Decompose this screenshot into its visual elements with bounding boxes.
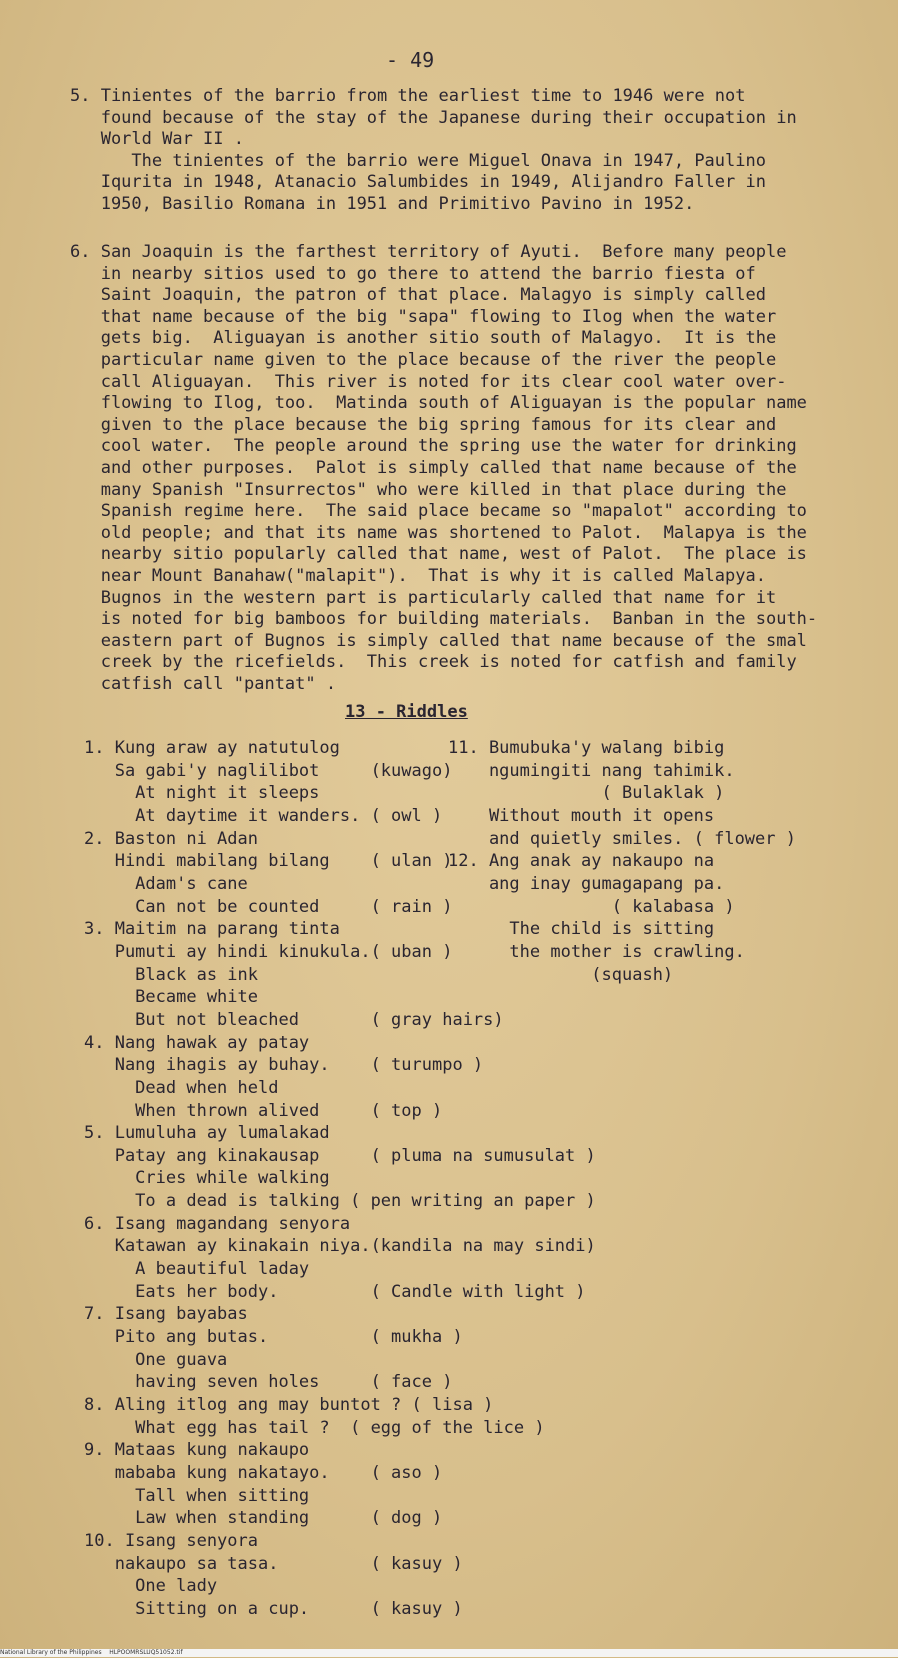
text-line: creek by the ricefields. This creek is noted for catfish and family: [70, 652, 797, 673]
riddle-line: Dead when held: [84, 1077, 279, 1098]
riddle-line: Nang ihagis ay buhay. ( turumpo ): [84, 1055, 484, 1076]
text-line: Spanish regime here. The said place became so "mapalot" according to: [70, 501, 807, 522]
text-line: flowing to Ilog, too. Matinda south of Aliguayan is the popular name: [70, 393, 807, 414]
riddle-line: 1. Kung araw ay natutulog: [84, 738, 340, 758]
riddle-line: 12. Ang anak ay nakaupo na: [448, 851, 715, 872]
riddle-line: What egg has tail ? ( egg of the lice ): [84, 1417, 545, 1438]
riddle-line: 11. Bumubuka'y walang bibig: [448, 738, 725, 758]
riddle-line: A beautiful laday: [84, 1259, 310, 1280]
riddle-line: Without mouth it opens: [448, 805, 715, 826]
riddle-line: 3. Maitim na parang tinta: [84, 919, 340, 940]
riddle-line: ang inay gumagapang pa.: [448, 873, 725, 894]
riddle-line: Eats her body. ( Candle with light ): [84, 1281, 586, 1302]
riddle-line: Law when standing ( dog ): [84, 1508, 443, 1529]
riddle-line: 10. Isang senyora: [84, 1530, 258, 1551]
text-line: old people; and that its name was shortened to Palot. Malapya is the: [70, 522, 807, 543]
riddle-line: Sa gabi'y naglilibot (kuwago): [84, 760, 453, 781]
riddle-line: Can not be counted ( rain ): [84, 896, 453, 917]
riddle-line: 4. Nang hawak ay patay: [84, 1032, 310, 1053]
text-line: many Spanish "Insurrectos" who were killed in that place during the: [70, 479, 787, 500]
riddle-line: Tall when sitting: [84, 1485, 310, 1506]
text-line: near Mount Banahaw("malapit"). That is why it is called Malapya.: [70, 565, 766, 586]
text-line: cool water. The people around the spring use the water for drinking: [70, 436, 797, 457]
riddle-line: Cries while walking: [84, 1168, 330, 1189]
riddle-line: Black as ink: [84, 964, 258, 985]
riddle-line: But not bleached ( gray hairs): [84, 1009, 504, 1030]
footer-caption: National Library of the Philippines HLPOOMRSLUQ51052.tif: [0, 1649, 898, 1657]
riddles-right-column: [448, 737, 796, 986]
riddle-line: At night it sleeps: [84, 783, 320, 804]
riddle-line: At daytime it wanders. ( owl ): [84, 805, 443, 826]
riddle-line: (squash): [448, 964, 674, 985]
riddle-line: 6. Isang magandang senyora: [84, 1213, 351, 1234]
riddle-line: Pumuti ay hindi kinukula.( uban ): [84, 941, 453, 962]
riddle-line: One guava: [84, 1349, 228, 1370]
riddle-line: Sitting on a cup. ( kasuy ): [84, 1598, 463, 1619]
text-line: World War II .: [70, 129, 244, 150]
text-line: that name because of the big "sapa" flowing to Ilog when the water: [70, 306, 777, 327]
riddle-line: and quietly smiles. ( flower ): [448, 828, 796, 849]
riddle-line: ngumingiti nang tahimik.: [448, 760, 735, 781]
paragraph-item-5: [70, 86, 797, 216]
text-line: in nearby sitios used to go there to attend the barrio fiesta of: [70, 263, 756, 284]
paragraph-item-6: [70, 242, 817, 695]
riddle-line: When thrown alived ( top ): [84, 1100, 443, 1121]
riddle-line: Hindi mabilang bilang ( ulan ): [84, 851, 453, 872]
riddle-line: 7. Isang bayabas: [84, 1304, 248, 1325]
text-line: and other purposes. Palot is simply called that name because of the: [70, 457, 797, 478]
riddle-line: ( kalabasa ): [448, 896, 735, 917]
riddle-line: Pito ang butas. ( mukha ): [84, 1327, 463, 1348]
riddle-line: Patay ang kinakausap ( pluma na sumusulat ): [84, 1145, 596, 1166]
riddle-line: ( Bulaklak ): [448, 783, 725, 804]
riddle-line: mababa kung nakatayo. ( aso ): [84, 1463, 443, 1483]
text-line: catfish call "pantat" .: [70, 673, 337, 694]
text-line: 6. San Joaquin is the farthest territory of Ayuti. Before many people: [70, 242, 787, 262]
riddle-line: 9. Mataas kung nakaupo: [84, 1440, 310, 1461]
riddle-line: To a dead is talking ( pen writing an paper ): [84, 1191, 596, 1212]
riddle-line: 5. Lumuluha ay lumalakad: [84, 1123, 330, 1144]
text-line: call Aliguayan. This river is noted for its clear cool water over-: [70, 371, 787, 392]
text-line: 1950, Basilio Romana in 1951 and Primitivo Pavino in 1952.: [70, 193, 695, 214]
text-line: The tinientes of the barrio were Miguel Onava in 1947, Paulino: [70, 150, 766, 171]
page-number: - 49: [386, 48, 435, 72]
text-line: eastern part of Bugnos is simply called that name because of the smal: [70, 630, 807, 651]
riddle-line: 8. Aling itlog ang may buntot ? ( lisa ): [84, 1395, 494, 1416]
text-line: found because of the stay of the Japanese during their occupation in: [70, 107, 797, 128]
text-line: 5. Tinientes of the barrio from the earliest time to 1946 were not: [70, 86, 746, 106]
riddle-line: the mother is crawling.: [448, 941, 745, 962]
riddle-line: Adam's cane: [84, 873, 248, 894]
text-line: Saint Joaquin, the patron of that place. Malagyo is simply called: [70, 285, 766, 306]
riddles-title: 13 - Riddles: [345, 702, 468, 722]
text-line: Bugnos in the western part is particularly called that name for it: [70, 587, 777, 608]
riddle-line: The child is sitting: [448, 919, 715, 940]
riddle-line: One lady: [84, 1576, 218, 1597]
text-line: Iqurita in 1948, Atanacio Salumbides in 1949, Alijandro Faller in: [70, 172, 766, 193]
text-line: given to the place because the big spring famous for its clear and: [70, 414, 777, 435]
riddle-line: having seven holes ( face ): [84, 1372, 453, 1393]
text-line: particular name given to the place because of the river the people: [70, 349, 777, 370]
riddle-line: Katawan ay kinakain niya.(kandila na may sindi): [84, 1236, 596, 1257]
riddle-line: 2. Baston ni Adan: [84, 828, 258, 849]
text-line: nearby sitio popularly called that name, west of Palot. The place is: [70, 544, 807, 565]
text-line: gets big. Aliguayan is another sitio south of Malagyo. It is the: [70, 328, 777, 349]
riddle-line: Became white: [84, 987, 258, 1008]
riddle-line: nakaupo sa tasa. ( kasuy ): [84, 1553, 463, 1574]
text-line: is noted for big bamboos for building materials. Banban in the south-: [70, 609, 818, 630]
